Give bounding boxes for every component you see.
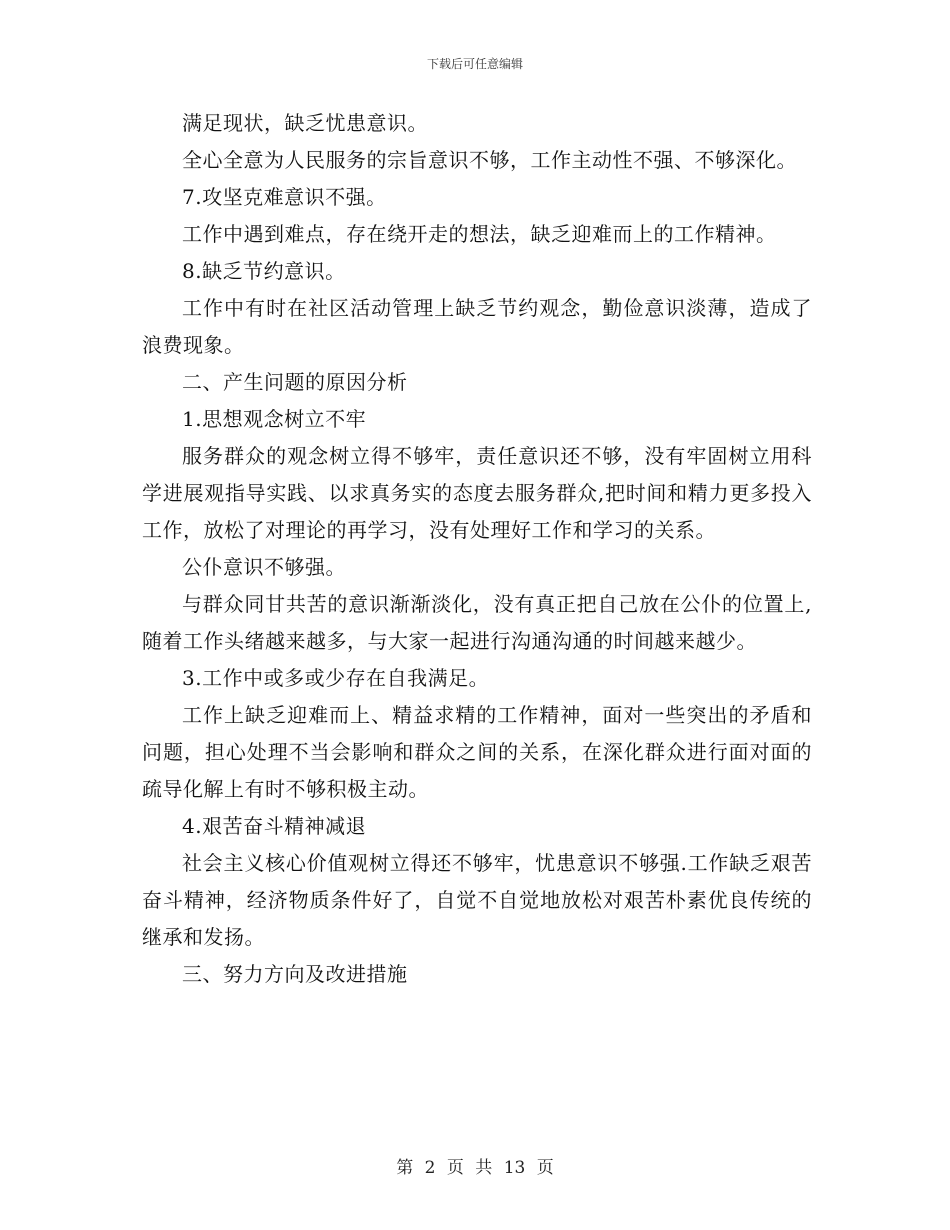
document-body (142, 105, 812, 993)
paragraph: 社会主义核心价值观树立得还不够牢，忧患意识不够强.工作缺乏艰苦奋斗精神，经济物质条件好了，自觉不自觉地放松对艰苦朴素优良传统的继承和发扬。 (142, 851, 812, 949)
paragraph: 与群众同甘共苦的意识渐渐淡化，没有真正把自己放在公仆的位置上,随着工作头绪越来越多，与大家一起进行沟通沟通的时间越来越少。 (142, 592, 812, 653)
paragraph: 全心全意为人民服务的宗旨意识不够，工作主动性不强、不够深化。 (182, 148, 797, 172)
list-item-heading: 4.艰苦奋斗精神减退 (182, 814, 367, 838)
list-item-heading: 3.工作中或多或少存在自我满足。 (182, 666, 490, 690)
list-item-heading: 7.攻坚克难意识不强。 (182, 185, 387, 209)
paragraph: 工作中遇到难点，存在绕开走的想法，缺乏迎难而上的工作精神。 (182, 222, 777, 246)
list-item-heading: 1.思想观念树立不牢 (182, 407, 367, 431)
section-heading: 二、产生问题的原因分析 (182, 370, 408, 394)
page-number-footer: 第 2 页 共 13 页 (396, 1158, 554, 1178)
section-heading: 三、努力方向及改进措施 (182, 962, 408, 986)
list-item-heading: 8.缺乏节约意识。 (182, 259, 346, 283)
page-header: 下载后可任意编辑 (426, 57, 523, 71)
paragraph: 工作上缺乏迎难而上、精益求精的工作精神，面对一些突出的矛盾和问题，担心处理不当会影响和群众之间的关系，在深化群众进行面对面的疏导化解上有时不够积极主动。 (142, 703, 812, 801)
paragraph: 工作中有时在社区活动管理上缺乏节约观念，勤俭意识淡薄，造成了浪费现象。 (142, 296, 812, 357)
paragraph: 满足现状，缺乏忧患意识。 (182, 111, 428, 135)
list-item-heading: 公仆意识不够强。 (182, 555, 346, 579)
paragraph: 服务群众的观念树立得不够牢，责任意识还不够，没有牢固树立用科学进展观指导实践、以求真务实的态度去服务群众,把时间和精力更多投入工作，放松了对理论的再学习，没有处理好工作和学习的关系。 (142, 444, 812, 542)
